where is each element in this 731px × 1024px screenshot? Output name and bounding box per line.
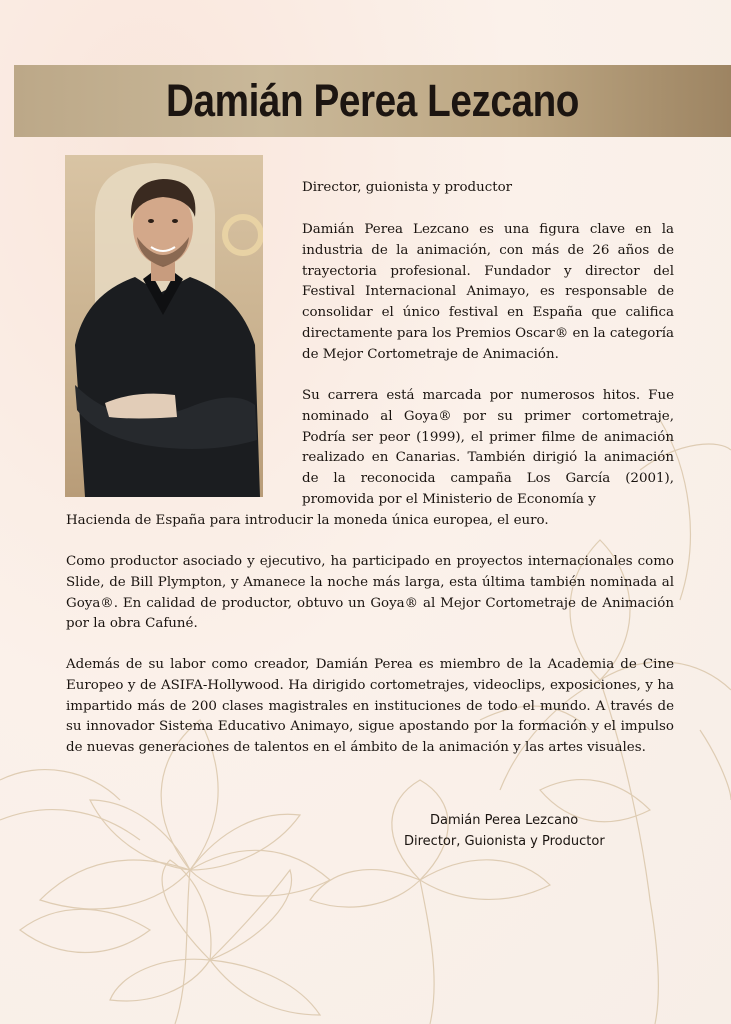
bio-paragraph-2: Su carrera está marcada por numerosos hitos. Fue nominado al Goya® por su primer cortometraje, Podría ser peor (1999), el primer filme de animación realizado en Canarias. También dirigió la animación de la reconocida campaña Los García (2001), promovida por el Ministerio de Economía y bbox=[302, 388, 674, 507]
bio-paragraph-4: Además de su labor como creador, Damián Perea es miembro de la Academia de Cine Europeo y de ASIFA-Hollywood. Ha dirigido cortometrajes, videoclips, exposiciones, y ha impartido más de 200 clases magistrales en instituciones de todo el mundo. A través de su innovador Sistema Educativo Animayo, sigue apostando por la formación y el impulso de nuevas generaciones de talentos en el ámbito de la animación y las artes visuales. bbox=[66, 657, 674, 756]
portrait-illustration bbox=[65, 155, 263, 497]
title-banner bbox=[14, 65, 731, 137]
page-title: Damián Perea Lezcano bbox=[166, 75, 579, 126]
bio-role: Director, guionista y productor bbox=[302, 180, 513, 195]
bio-paragraph-1: Damián Perea Lezcano es una figura clave en la industria de la animación, con más de 26 años de trayectoria profesional. Fundador y director del Festival Internacional Animayo, es responsable de consolidar el único festival en España que califica directamente para los Premios Oscar® en la categoría de Mejor Cortometraje de Animación. bbox=[302, 222, 674, 362]
bio-paragraph-3: Como productor asociado y ejecutivo, ha participado en proyectos internacionales como Slide, de Bill Plympton, y Amanece la noche más larga, esta última también nominada al Goya®. En calidad de productor, obtuvo un Goya® al Mejor Cortometraje de Animación por la obra Cafuné. bbox=[66, 554, 674, 632]
bio-paragraph-2-continued: Hacienda de España para introducir la moneda única europea, el euro. bbox=[66, 513, 549, 528]
signature-role: Director, Guionista y Productor bbox=[404, 834, 605, 849]
portrait-photo bbox=[65, 155, 263, 497]
signature-name: Damián Perea Lezcano bbox=[430, 813, 579, 828]
